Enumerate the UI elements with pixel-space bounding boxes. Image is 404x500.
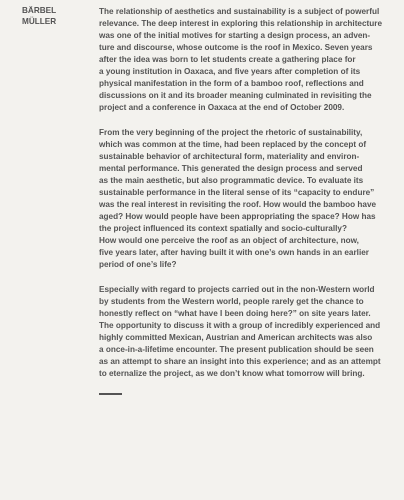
text-line: as an attempt to share an insight into this experience; and as an attempt: [99, 357, 381, 366]
paragraph-2: [99, 127, 404, 271]
text-line: Especially with regard to projects carried out in the non-Western world: [99, 285, 375, 294]
text-line: sustainable behavior of architectural form, materiality and environ-: [99, 152, 360, 161]
text-line: The opportunity to discuss it with a group of incredibly experienced and: [99, 321, 381, 330]
text-line: honestly reflect on “what have I been doing here?” on site years later.: [99, 309, 371, 318]
author-name: [22, 6, 56, 28]
article-body: [99, 6, 404, 395]
author-last-name: MÜLLER: [22, 16, 57, 26]
text-line: sustainable performance in the literal sense of its “capacity to endure”: [99, 188, 375, 197]
text-line: physical manifestation in the form of a bamboo roof, reflections and: [99, 79, 364, 88]
text-line: was one of the initial motives for starting a design process, an adven-: [99, 31, 371, 40]
text-line: ture and discourse, whose outcome is the roof in Mexico. Seven years: [99, 43, 373, 52]
text-line: aged? How would people have been appropriating the space? How has: [99, 212, 376, 221]
paragraph-3: [99, 284, 404, 380]
text-line: highly committed Mexican, Austrian and American architects was also: [99, 333, 373, 342]
end-rule: [99, 393, 122, 395]
text-line: the project influenced its context spatially and socio-culturally?: [99, 224, 347, 233]
text-line: discussions on it and its broader meaning culminated in revisiting the: [99, 91, 372, 100]
text-line: by students from the Western world, people rarely get the chance to: [99, 297, 364, 306]
text-line: The relationship of aesthetics and sustainability is a subject of powerful: [99, 7, 380, 16]
text-line: project and a conference in Oaxaca at the end of October 2009.: [99, 103, 345, 112]
paragraph-1: [99, 6, 404, 114]
text-line: after the idea was born to let students create a gathering place for: [99, 55, 356, 64]
text-line: period of one’s life?: [99, 260, 177, 269]
text-line: to eternalize the project, as we don’t know what tomorrow will bring.: [99, 369, 365, 378]
text-line: relevance. The deep interest in exploring this relationship in architecture: [99, 19, 383, 28]
text-line: How would one perceive the roof as an object of architecture, now,: [99, 236, 359, 245]
text-line: five years later, after having built it with one’s own hands in an earlier: [99, 248, 369, 257]
text-line: a young institution in Oaxaca, and five years after completion of its: [99, 67, 361, 76]
text-line: as the main aesthetic, but also programmatic device. To evaluate its: [99, 176, 364, 185]
text-line: mental performance. This generated the design process and served: [99, 164, 363, 173]
text-line: which was common at the time, had been replaced by the concept of: [99, 140, 367, 149]
text-line: From the very beginning of the project the rhetoric of sustainability,: [99, 128, 363, 137]
text-line: was the real interest in revisiting the roof. How would the bamboo have: [99, 200, 377, 209]
author-first-name: BÄRBEL: [22, 6, 57, 15]
text-line: a once-in-a-lifetime encounter. The present publication should be seen: [99, 345, 374, 354]
